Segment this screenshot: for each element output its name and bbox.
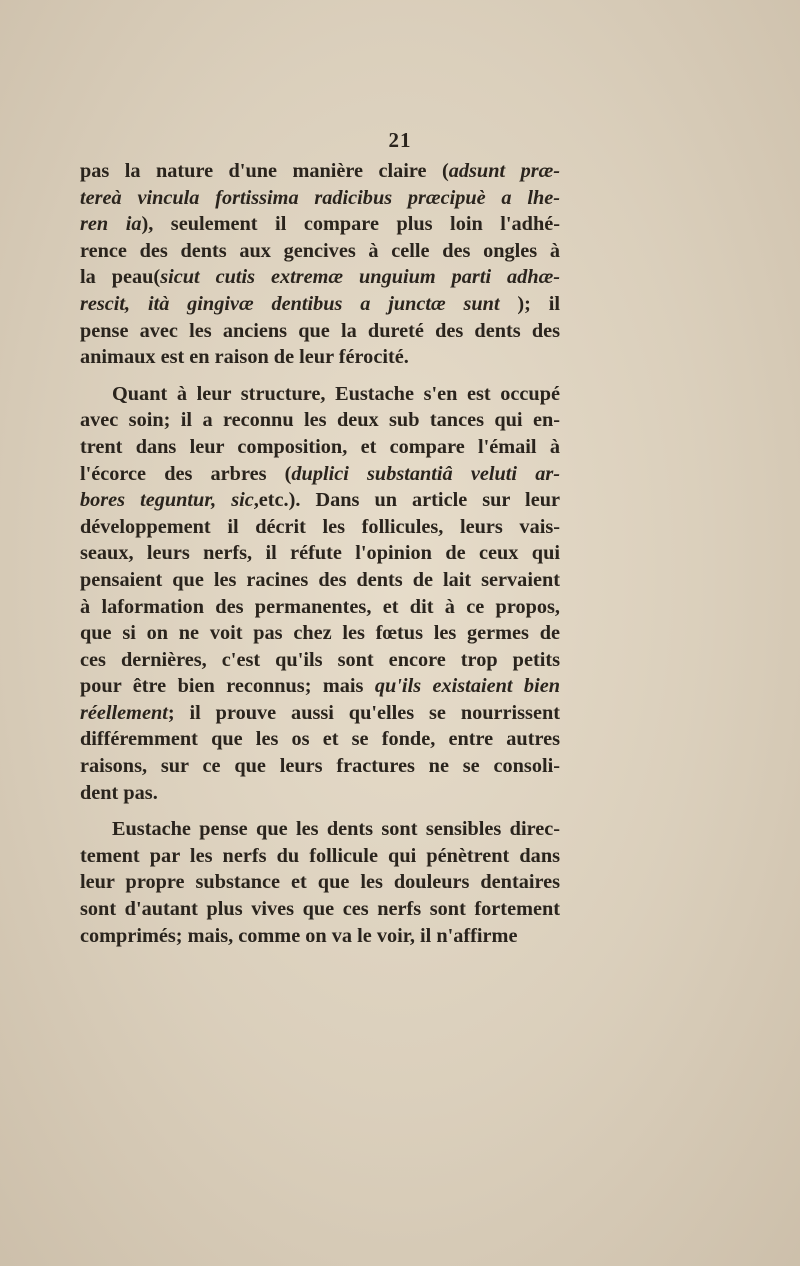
text-line: différemment que les os et se fonde, entre autres xyxy=(80,728,560,751)
text-line: réellement; il prouve aussi qu'elles se nourrissent xyxy=(80,701,560,724)
text-line: l'écorce des arbres (duplici substantiâ veluti ar- xyxy=(80,462,560,485)
text-line: à laformation des permanentes, et dit à ce propos, xyxy=(80,595,560,618)
text-line: animaux est en raison de leur férocité. xyxy=(80,346,409,369)
text-line: ren ia), seulement il compare plus loin l'adhé- xyxy=(80,213,560,236)
text-line: bores teguntur, sic,etc.). Dans un article sur leur xyxy=(80,489,560,512)
text-line: rescit, ità gingivæ dentibus a junctæ sunt ); il xyxy=(80,292,560,315)
text-line: pensaient que les racines des dents de lait servaient xyxy=(80,568,560,591)
text-line: sont d'autant plus vives que ces nerfs sont fortement xyxy=(80,898,560,921)
text-line: trent dans leur composition, et compare l'émail à xyxy=(80,435,560,458)
body-text xyxy=(80,158,560,949)
text-line: tereà vincula fortissima radicibus præcipuè a lhe- xyxy=(80,186,560,209)
text-line: rence des dents aux gencives à celle des ongles à xyxy=(80,239,560,262)
text-line: dent pas. xyxy=(80,781,158,804)
text-line: avec soin; il a reconnu les deux sub tances qui en- xyxy=(80,409,560,432)
text-line: développement il décrit les follicules, leurs vais- xyxy=(80,515,560,538)
text-line: ces dernières, c'est qu'ils sont encore trop petits xyxy=(80,648,560,671)
text-line: leur propre substance et que les douleurs dentaires xyxy=(80,871,560,894)
text-line: la peau(sicut cutis extremæ unguium parti adhæ- xyxy=(80,266,560,289)
text-line: Quant à leur structure, Eustache s'en est occupé xyxy=(112,382,560,405)
text-line: que si on ne voit pas chez les fœtus les germes de xyxy=(80,622,560,645)
text-line: raisons, sur ce que leurs fractures ne se consoli- xyxy=(80,755,560,778)
page-number: 21 xyxy=(388,128,412,152)
text-line: pas la nature d'une manière claire (adsunt præ- xyxy=(80,160,561,182)
text-line: seaux, leurs nerfs, il réfute l'opinion de ceux qui xyxy=(80,542,560,565)
text-line: Eustache pense que les dents sont sensibles direc- xyxy=(112,818,560,841)
text-line: pense avec les anciens que la dureté des dents des xyxy=(80,319,560,342)
text-line: tement par les nerfs du follicule qui pénètrent dans xyxy=(80,844,560,867)
text-line: comprimés; mais, comme on va le voir, il n'affirme xyxy=(80,924,518,947)
text-line: pour être bien reconnus; mais qu'ils existaient bien xyxy=(80,675,560,698)
